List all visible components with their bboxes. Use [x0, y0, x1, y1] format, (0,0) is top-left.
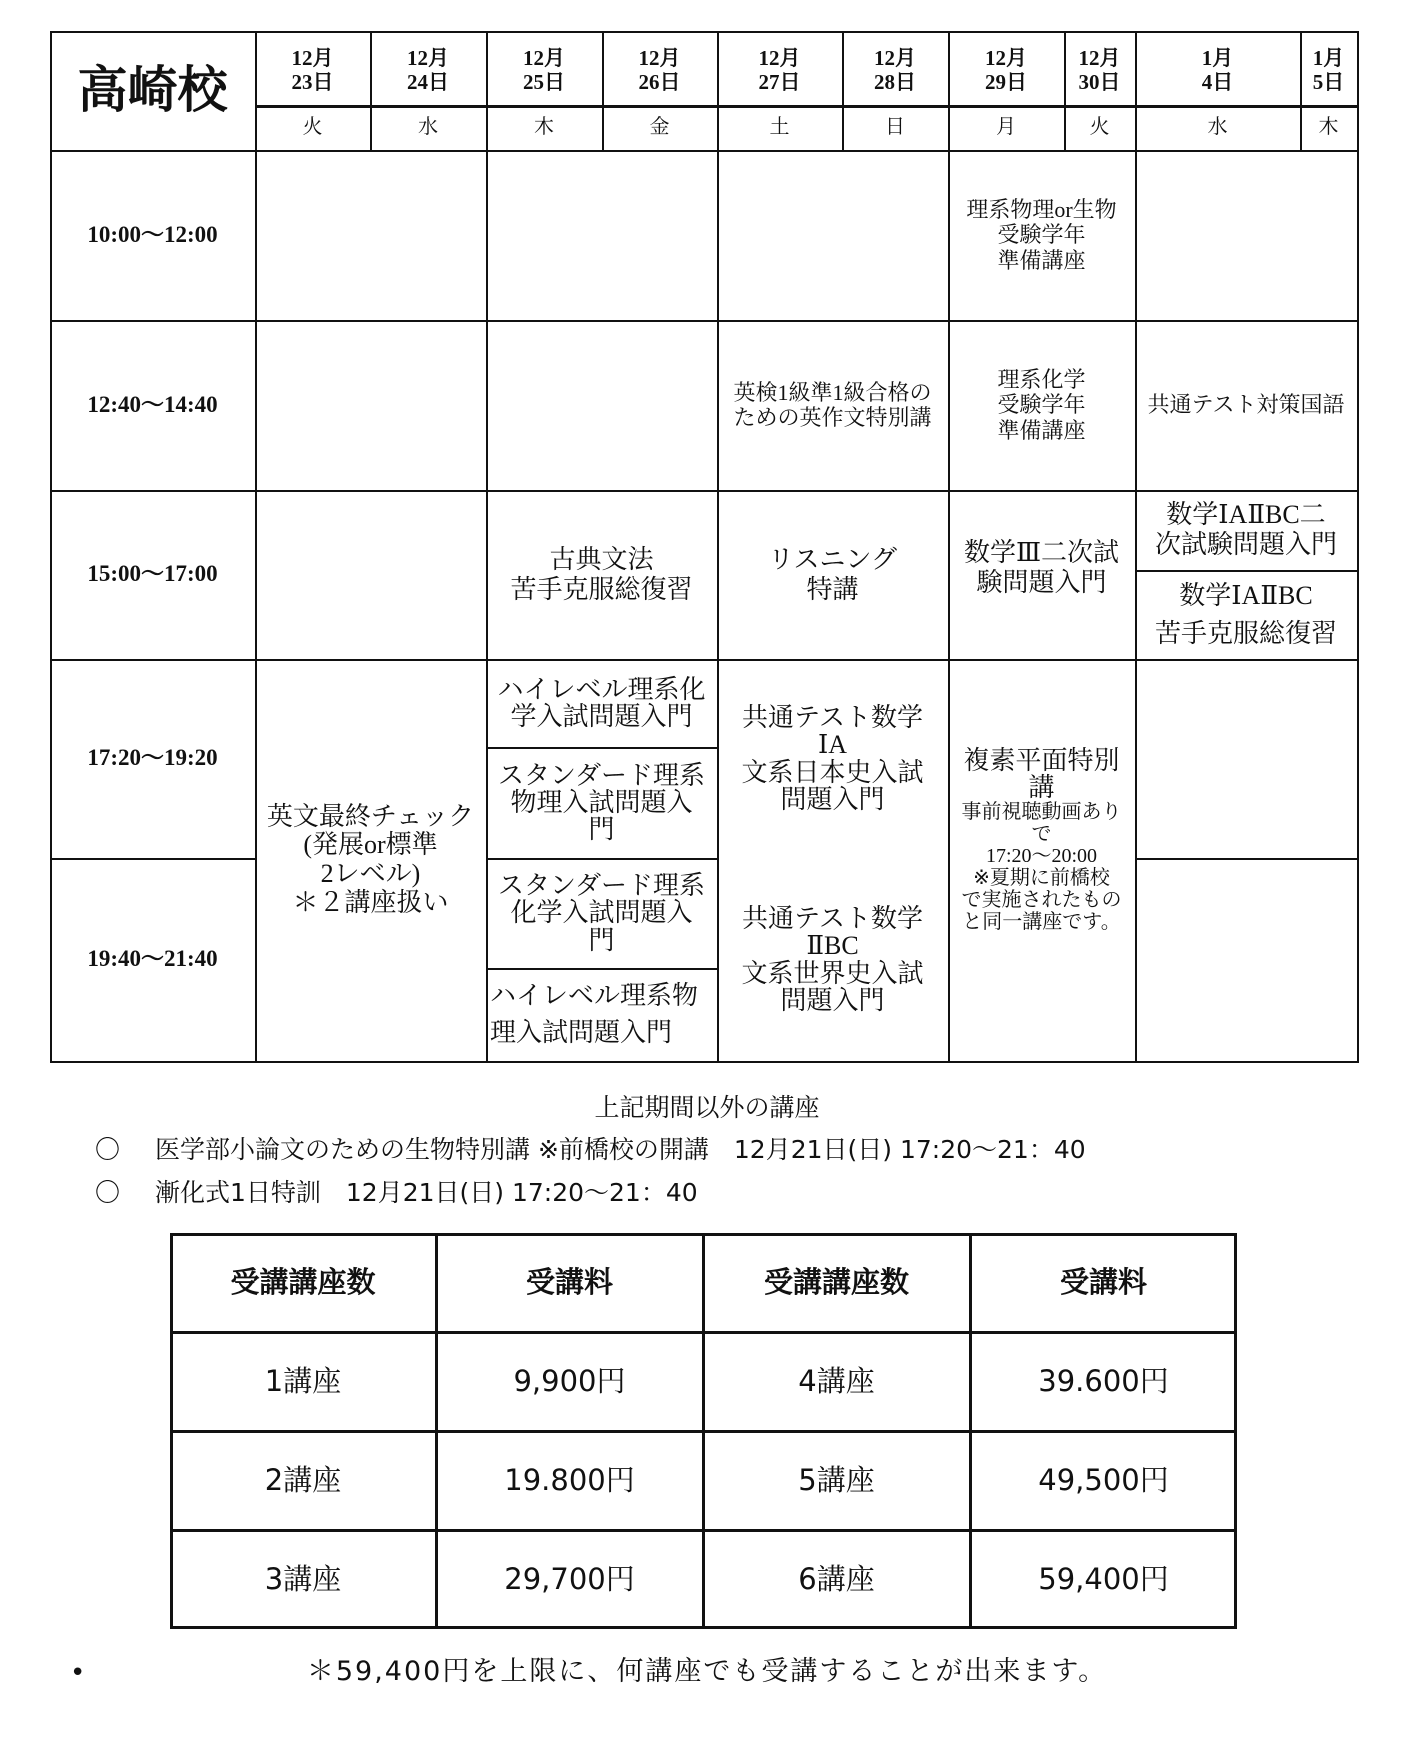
- price-cell: 29,700円: [504, 1561, 635, 1596]
- weekday-header: 木: [534, 116, 554, 138]
- weekday-header: 日: [885, 116, 905, 138]
- grid-line: [1357, 31, 1359, 1063]
- weekday-header: 金: [649, 116, 670, 138]
- time-slot: 19:40～21:40: [87, 946, 218, 972]
- school-name: 高崎校: [77, 61, 228, 118]
- price-note: ＊59,400円を上限に、何講座でも受講することが出来ます。: [306, 1656, 1108, 1688]
- date-header: 12月 27日: [758, 45, 801, 94]
- weekday-header: 火: [1089, 116, 1110, 138]
- other-courses-heading: 上記期間以外の講座: [594, 1092, 820, 1122]
- time-slot: 12:40～14:40: [87, 391, 218, 417]
- date-header: 12月 28日: [874, 45, 916, 94]
- price-cell: 4講座: [798, 1363, 875, 1398]
- price-cell: 9,900円: [513, 1363, 626, 1398]
- price-cell: 2講座: [264, 1462, 342, 1497]
- grid-line: [50, 1061, 1359, 1063]
- weekday-header: 木: [1318, 116, 1339, 138]
- weekday-header: 水: [1207, 116, 1228, 138]
- course-cell: 数学ⅠAⅡBC 苦手克服総復習: [1154, 580, 1337, 648]
- price-header: 受講講座数: [763, 1264, 909, 1299]
- weekday-header: 月: [996, 116, 1016, 138]
- price-header: 受講料: [525, 1264, 613, 1299]
- weekday-header: 火: [302, 116, 323, 138]
- price-header: 受講講座数: [230, 1264, 376, 1299]
- course-cell: 数学Ⅲ二次試 験問題入門: [963, 538, 1120, 597]
- course-cell: 共通テスト数学 ⅠA 文系日本史入試 問題入門: [741, 702, 924, 814]
- date-header: 12月 25日: [523, 45, 565, 94]
- date-header: 1月 5日: [1312, 45, 1345, 94]
- course-cell: ハイレベル理系物 理入試問題入門: [490, 981, 699, 1047]
- date-header: 1月 4日: [1201, 45, 1234, 94]
- price-cell: 3講座: [264, 1561, 342, 1596]
- list-marker: 〇: [95, 1177, 121, 1207]
- price-header: 受講料: [1059, 1264, 1147, 1299]
- date-header: 12月 30日: [1078, 45, 1121, 94]
- bullet: •: [70, 1658, 86, 1689]
- price-cell: 39.600円: [1038, 1363, 1169, 1398]
- date-header: 12月 24日: [407, 45, 449, 94]
- price-cell: 49,500円: [1038, 1462, 1169, 1497]
- price-cell: 1講座: [264, 1363, 342, 1398]
- date-header: 12月 26日: [638, 45, 681, 94]
- course-cell: リスニング 特講: [768, 544, 897, 604]
- price-cell: 6講座: [798, 1561, 875, 1596]
- weekday-header: 土: [769, 116, 790, 138]
- course-cell: 理系物理or生物 受験学年 準備講座: [966, 197, 1117, 273]
- time-slot: 17:20～19:20: [87, 745, 218, 771]
- course-cell: 共通テスト数学 ⅡBC 文系世界史入試 問題入門: [741, 903, 924, 1015]
- course-cell: ハイレベル理系化 学入試問題入門: [497, 674, 706, 731]
- grid-line: [1135, 858, 1357, 860]
- course-cell: スタンダード理系 物理入試問題入 門: [498, 760, 705, 845]
- list-item: 漸化式1日特訓 12月21日(日) 17:20～21：40: [155, 1177, 698, 1207]
- price-cell: 59,400円: [1038, 1561, 1169, 1596]
- price-cell: 19.800円: [504, 1462, 635, 1497]
- course-note: 事前視聴動画あり で 17:20～20:00 ※夏期に前橋校 で実施されたもの と同一講座です。: [961, 801, 1122, 934]
- course-cell: 英文最終チェック (発展or標準 2レベル) ＊２講座扱い: [266, 801, 475, 917]
- weekday-header: 水: [418, 116, 438, 138]
- time-slot: 10:00～12:00: [87, 221, 218, 247]
- date-header: 12月 23日: [291, 45, 334, 94]
- time-slot: 15:00～17:00: [87, 561, 218, 587]
- course-title: 複素平面特別 講: [963, 745, 1120, 802]
- list-item: 医学部小論文のための生物特別講 ※前橋校の開講 12月21日(日) 17:20～21：40: [155, 1134, 1086, 1164]
- course-cell: 理系化学 受験学年 準備講座: [997, 367, 1086, 443]
- date-header: 12月 29日: [985, 45, 1027, 94]
- course-cell: 共通テスト対策国語: [1147, 392, 1345, 418]
- course-cell: スタンダード理系 化学入試問題入 門: [498, 871, 705, 955]
- course-cell: 古典文法 苦手克服総復習: [510, 544, 693, 604]
- course-cell: 英検1級準1級合格の ための英作文特別講: [733, 379, 932, 430]
- price-cell: 5講座: [798, 1462, 875, 1497]
- course-cell: 数学ⅠAⅡBC二 次試験問題入門: [1154, 500, 1337, 559]
- course-cell: [948, 659, 1135, 1061]
- list-marker: 〇: [95, 1134, 121, 1164]
